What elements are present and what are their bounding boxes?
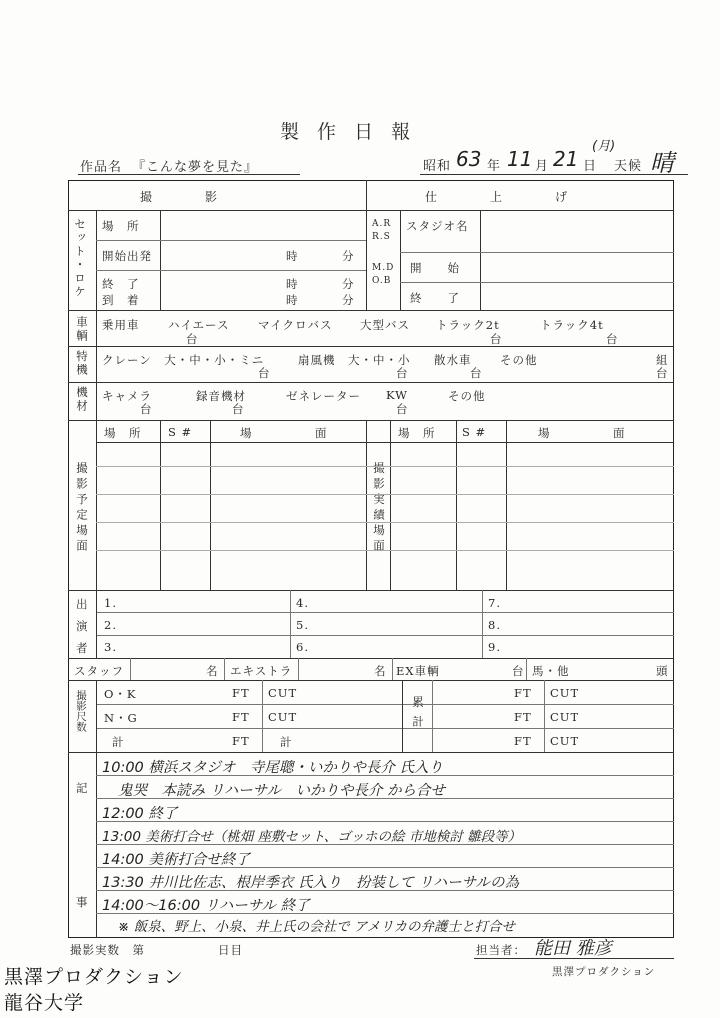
- cast-3: 3.: [104, 640, 117, 654]
- shooting-days-label: 撮影実数 第: [70, 943, 145, 957]
- place-label: 場 所: [102, 219, 140, 233]
- cast-label-2: 演: [76, 619, 89, 633]
- end-minute-unit: 分: [342, 277, 355, 291]
- cast-4: 4.: [296, 596, 309, 610]
- person-in-charge-name: 能田 雅彦: [534, 938, 612, 959]
- note-line-4: 13:00 美術打合せ（桃畑 座敷セット、ゴッホの絵 市地検討 雛段等）: [102, 829, 522, 845]
- note-line-2: 鬼哭 本読み リハーサル いかりや長介 から合せ: [118, 783, 446, 799]
- equip-other: その他: [448, 389, 486, 403]
- horse-label: 馬・他: [532, 664, 570, 678]
- vehicle-unit-2: 台: [490, 332, 503, 346]
- special-unit-3: 台: [470, 366, 483, 380]
- ft-unit-5: FT: [514, 710, 532, 724]
- cast-label-3: 者: [76, 641, 89, 655]
- company-name: 黒澤プロダクション: [552, 966, 656, 978]
- film-ng: N・G: [104, 711, 138, 725]
- special-crane: クレーン 大・中・小・ミニ: [102, 353, 265, 367]
- shooting-days-unit: 日目: [218, 943, 243, 957]
- cast-label-1: 出: [76, 597, 89, 611]
- special-unit-1: 台: [258, 366, 271, 380]
- special-other: その他: [500, 353, 538, 367]
- special-water-truck: 散水車: [434, 353, 472, 367]
- vehicle-unit-1: 台: [186, 332, 199, 346]
- vehicle-unit-3: 台: [606, 332, 619, 346]
- date-era: 昭和: [423, 159, 452, 174]
- ft-unit-3: FT: [232, 734, 250, 748]
- watermark-ryukoku: 龍谷大学: [4, 992, 85, 1014]
- equipment-label: 機材: [75, 386, 89, 413]
- vehicle-hiace: ハイエース: [168, 318, 230, 332]
- cast-6: 6.: [296, 640, 309, 654]
- equip-unit-3: 台: [396, 402, 409, 416]
- vehicle-microbus: マイクロバス: [258, 318, 333, 332]
- staff-label: スタッフ: [74, 664, 124, 678]
- notes-label-top: 記: [76, 781, 89, 795]
- page-title: 製 作 日 報: [280, 121, 417, 143]
- cut-unit-2: CUT: [268, 710, 298, 724]
- cut-unit-4: CUT: [550, 710, 580, 724]
- date-day-unit: 日: [583, 159, 598, 174]
- finish-section-header: 仕 上 げ: [425, 190, 569, 204]
- plan-col-place: 場 所: [104, 426, 142, 440]
- vehicle-sedan: 乗用車: [102, 318, 140, 332]
- date-month: 11: [507, 147, 533, 171]
- studio-name-label: スタジオ名: [406, 219, 469, 233]
- start-minute-unit: 分: [342, 249, 355, 263]
- equip-kw: KW: [386, 388, 409, 402]
- ft-unit-1: FT: [232, 686, 250, 700]
- notes-label-bottom: 事: [76, 895, 89, 909]
- person-in-charge-label: 担当者：: [476, 943, 526, 957]
- work-title-label: 作品名: [80, 160, 123, 175]
- vehicle-bus: 大型バス: [360, 318, 410, 332]
- horse-unit: 頭: [656, 664, 669, 678]
- actual-col-scene-no: S #: [462, 425, 487, 439]
- plan-col-scene-no: S #: [168, 425, 193, 439]
- cut-unit-3: CUT: [550, 686, 580, 700]
- note-line-8: ※ 飯泉、野上、小泉、井上氏の会社で アメリカの弁護士と打合せ: [118, 919, 515, 935]
- note-line-7: 14:00～16:00 リハーサル 終了: [102, 898, 310, 914]
- cut-unit-1: CUT: [268, 686, 298, 700]
- extras-label: エキストラ: [230, 664, 293, 678]
- vehicle-truck-2t: トラック2t: [436, 318, 500, 332]
- special-unit-4: 台: [656, 366, 669, 380]
- ft-unit-2: FT: [232, 710, 250, 724]
- cast-2: 2.: [104, 618, 117, 632]
- work-title: 『こんな夢を見た』: [132, 160, 259, 175]
- date-weekday: (月): [592, 139, 616, 154]
- equip-audio: 録音機材: [196, 389, 246, 403]
- extras-unit: 名: [374, 664, 387, 678]
- date-month-unit: 月: [535, 159, 550, 174]
- date-year-unit: 年: [487, 159, 502, 174]
- cut-unit-5: CUT: [550, 734, 580, 748]
- staff-unit: 名: [206, 664, 219, 678]
- cast-8: 8.: [488, 618, 501, 632]
- equip-generator: ゼネレーター: [286, 389, 361, 403]
- film-total: 計: [112, 735, 125, 749]
- start-hour-unit: 時: [286, 249, 299, 263]
- cumulative-label: 累計: [411, 696, 425, 735]
- date-year: 63: [456, 147, 482, 171]
- ft-unit-4: FT: [514, 686, 532, 700]
- special-unit-2: 台: [396, 366, 409, 380]
- weather-value: 晴: [650, 149, 674, 177]
- plan-col-scene: 場 面: [240, 426, 328, 440]
- equip-unit-1: 台: [140, 402, 153, 416]
- ar-rs-label: A.R R.S: [372, 219, 392, 242]
- cast-5: 5.: [296, 618, 309, 632]
- ex-vehicle-unit: 台: [512, 664, 525, 678]
- special-fan: 扇風機 大・中・小: [298, 353, 411, 367]
- ft-unit-6: FT: [514, 734, 532, 748]
- shoot-section-header: 撮 影: [140, 190, 219, 204]
- set-location-label: セット・ロケ: [73, 218, 87, 299]
- equip-unit-2: 台: [232, 402, 245, 416]
- note-line-3: 12:00 終了: [102, 806, 178, 822]
- special-equipment-label: 特機: [75, 350, 89, 377]
- finish-start-label: 開 始: [410, 261, 460, 275]
- note-line-6: 13:30 井川比佐志、根岸季衣 氏入り 扮装して リハーサルの為: [102, 875, 519, 891]
- start-depart-label: 開始出発: [102, 249, 152, 263]
- end-hour-unit: 時: [286, 277, 299, 291]
- cast-1: 1.: [104, 596, 117, 610]
- film-total-label: 計: [280, 735, 293, 749]
- cast-9: 9.: [488, 640, 501, 654]
- film-footage-label: 撮影尺数: [75, 690, 87, 732]
- film-ok: O・K: [104, 687, 137, 701]
- finish-end-label: 終 了: [410, 291, 460, 305]
- actual-col-scene: 場 面: [538, 426, 626, 440]
- ex-vehicle-label: EX車輌: [396, 664, 440, 678]
- equip-camera: キャメラ: [102, 389, 152, 403]
- weather-label: 天候: [614, 159, 643, 174]
- actual-scenes-label: 撮影実績場面: [372, 462, 386, 555]
- md-ob-label: M.D O.B: [372, 263, 395, 286]
- arrive-minute-unit: 分: [342, 293, 355, 307]
- planned-scenes-label: 撮影予定場面: [75, 462, 89, 555]
- vehicle-truck-4t: トラック4t: [540, 318, 604, 332]
- watermark-kurosawa: 黒澤プロダクション: [4, 966, 184, 988]
- actual-col-place: 場 所: [398, 426, 436, 440]
- arrive-hour-unit: 時: [286, 293, 299, 307]
- cast-7: 7.: [488, 596, 501, 610]
- note-line-5: 14:00 美術打合せ終了: [102, 852, 250, 868]
- special-unit-set: 組: [656, 353, 669, 367]
- arrive-label: 到 着: [102, 293, 140, 307]
- note-line-1: 10:00 横浜スタジオ 寺尾聰・いかりや長介 氏入り: [102, 760, 444, 776]
- date-day: 21: [553, 147, 579, 171]
- vehicles-label: 車輌: [75, 316, 89, 343]
- end-label: 終 了: [102, 277, 140, 291]
